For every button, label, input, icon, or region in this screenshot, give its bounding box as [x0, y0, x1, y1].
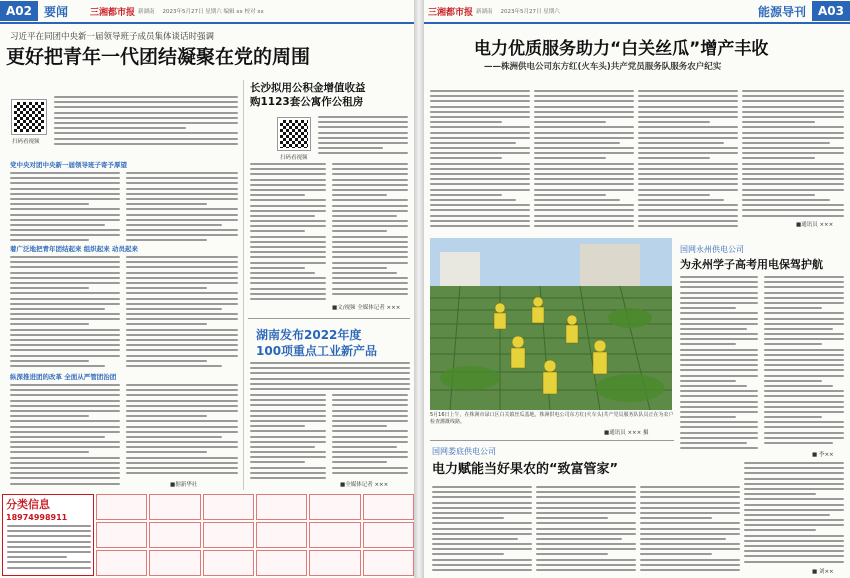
photo-caption: 5月16日上午，在株洲市渌口区白关镇丝瓜基地，株洲供电公司东方红(火车头)共产党员服务队队员正在为农户检查灌溉线路。 [430, 412, 674, 425]
ad-cell [256, 494, 307, 520]
article-kicker: 习近平在同团中央新一届领导班子成员集体谈话时强调 [10, 32, 215, 42]
qr-code[interactable] [278, 118, 310, 150]
section-subhead: 党中央对团中央新一届领导班子寄予厚望 [10, 161, 127, 169]
article-headline: 长沙拟用公积金增值收益 [250, 82, 366, 94]
ad-cell [203, 522, 254, 548]
section-subhead: 纵深推进团的改革 全面从严管团治团 [10, 373, 117, 381]
masthead-brand-suffix: 新湖南 [476, 9, 493, 15]
masthead-brand: 三湘都市报 [90, 7, 136, 18]
ad-cell [256, 522, 307, 548]
article-kicker: 国网娄底供电公司 [432, 447, 496, 456]
article-headline: 购1123套公寓作公租房 [250, 96, 364, 108]
classified-ads-grid [96, 494, 414, 576]
body-column-3b [126, 384, 238, 480]
body-col-1 [430, 90, 530, 230]
article-byline: ■ 刘×× [812, 569, 834, 575]
article-headline: 电力赋能当好果农的“致富管家” [432, 462, 619, 477]
article-headline: 湖南发布2022年度 [256, 328, 362, 342]
article-headline: 更好把青年一代团结凝聚在党的周围 [6, 46, 311, 68]
article-text [318, 116, 408, 160]
ad-cell [363, 494, 414, 520]
qr-code[interactable] [12, 100, 46, 134]
body-column-1a [10, 172, 120, 242]
section-subhead: 着广泛地把青年团结起来 组织起来 动员起来 [10, 245, 139, 253]
ad-cell [149, 494, 200, 520]
ad-cell [96, 550, 147, 576]
page-gutter [414, 0, 424, 578]
ad-cell [96, 522, 147, 548]
article-text-col-a [250, 394, 326, 484]
left-newspaper-page [0, 0, 414, 578]
article-lead [250, 362, 410, 392]
article-headline: 为永州学子高考用电保驾护航 [680, 258, 823, 271]
article-divider [430, 440, 674, 441]
article-headline: 电力优质服务助力“白关丝瓜”增产丰收 [474, 39, 769, 59]
article-text-col-b [332, 163, 408, 301]
section-name: 要闻 [44, 4, 69, 19]
ad-cell [203, 494, 254, 520]
article-byline: ■ 李×× [812, 452, 834, 458]
article-byline: ■据新华社 [170, 482, 198, 488]
ad-cell [309, 494, 360, 520]
masthead-brand-suffix: 新湖南 [138, 9, 155, 15]
article-text-col-b [764, 276, 844, 446]
page-number: A02 [0, 1, 38, 21]
article-text-col-a [432, 486, 532, 574]
issue-date: 2023年5月27日 星期六 编辑 xx 校对 xx [162, 9, 264, 15]
body-column-3a [10, 384, 120, 488]
right-newspaper-page [424, 0, 850, 578]
body-col-4 [742, 90, 844, 218]
ad-cell [363, 550, 414, 576]
right-page-header [424, 0, 850, 24]
ad-cell [256, 550, 307, 576]
article-text-col-c [640, 486, 740, 574]
news-photo-workers-in-luffa-field [430, 238, 672, 410]
qr-caption: 扫码看视频 [280, 155, 308, 161]
ad-cell [203, 550, 254, 576]
section-name: 能源导刊 [757, 4, 806, 19]
ad-cell [149, 550, 200, 576]
classified-ads-phone: 18974998911 [6, 513, 68, 522]
photo-illustration [430, 238, 672, 410]
ads-text [7, 525, 91, 573]
article-kicker: 国网永州供电公司 [680, 245, 744, 254]
article-text-col-b [332, 394, 408, 478]
body-column-2a [10, 256, 120, 368]
article-text-col-b [536, 486, 636, 574]
ad-cell [309, 522, 360, 548]
left-page-header [0, 0, 414, 24]
article-text-col-a [680, 276, 758, 452]
article-subtitle: ——株洲供电公司东方红(火车头)共产党员服务队服务农户纪实 [484, 62, 722, 72]
classified-ads-box [2, 494, 94, 576]
ad-cell [96, 494, 147, 520]
qr-caption: 扫码看视频 [12, 139, 40, 145]
article-headline: 100项重点工业新产品 [256, 344, 378, 358]
column-divider [243, 80, 244, 490]
ad-cell [149, 522, 200, 548]
classified-ads-head: 分类信息 [6, 498, 50, 511]
article-lead-text [54, 96, 238, 148]
ad-cell [309, 550, 360, 576]
body-column-2b [126, 256, 238, 368]
article-byline: ■文/视频 全媒体记者 ××× [332, 305, 401, 311]
article-divider [248, 318, 410, 319]
page-number: A03 [812, 1, 850, 21]
photo-credit: ■通讯员 ××× 摄 [604, 430, 649, 436]
body-col-2 [534, 90, 634, 230]
body-column-1b [126, 172, 238, 242]
issue-date: 2023年5月27日 星期六 [500, 9, 560, 15]
article-byline: ■通讯员 ××× [796, 222, 834, 228]
article-text-col-d [744, 462, 844, 566]
article-text-col-a [250, 163, 326, 301]
masthead-brand: 三湘都市报 [428, 7, 474, 18]
article-byline: ■全媒体记者 ××× [340, 482, 389, 488]
body-col-3 [638, 90, 738, 230]
ad-cell [363, 522, 414, 548]
